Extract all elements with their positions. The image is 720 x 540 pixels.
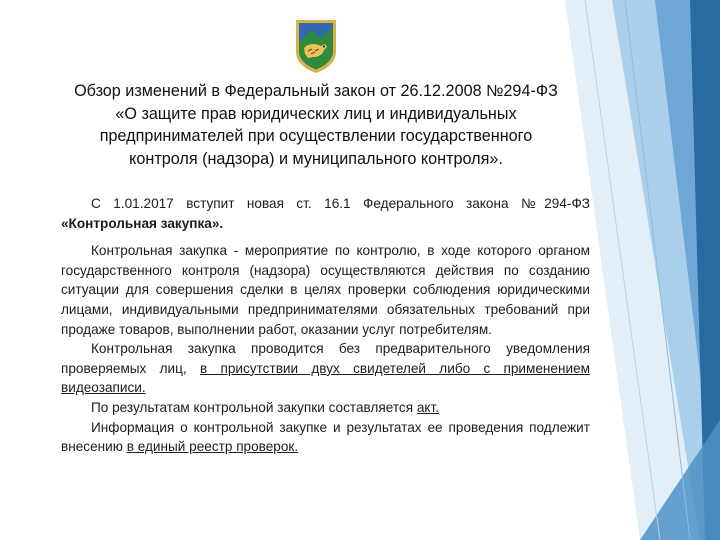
lead-text: С 1.01.2017 вступит новая ст. 16.1 Федерального закона №294-ФЗ (91, 196, 590, 211)
underlined-text: в единый реестр проверок. (126, 439, 299, 455)
paragraph-text: Контрольная закупка проводится без предварительного уведомления проверяемых лиц, (61, 341, 590, 376)
title-line: предпринимателей при осуществлении государственного (99, 127, 533, 145)
paragraph-text: По результатам контрольной закупки составляется (91, 399, 417, 415)
paragraph-conduct (61, 339, 590, 398)
lead-bold-title: «Контрольная закупка». (61, 215, 224, 231)
title-line: «О защите прав юридических лиц и индивидуальных (115, 104, 517, 123)
title-line: Обзор изменений в Федеральный закон от 26.12.2008 №294-ФЗ (74, 82, 558, 100)
paragraph-registry (61, 418, 590, 457)
lead-paragraph (61, 194, 590, 233)
paragraph-text: Информация о контрольной закупке и результатах ее проведения подлежит внесению (61, 419, 590, 455)
coat-of-arms-icon (294, 18, 338, 74)
underlined-text: акт. (416, 399, 439, 415)
underlined-text: в присутствии двух свидетелей либо с применением видеозаписи. (61, 360, 591, 396)
document-body (61, 194, 590, 457)
document-title (48, 80, 584, 170)
paragraph-definition: Контрольная закупка - мероприятие по контролю, в ходе которого органом государственного контроля (надзора) осуществляются действия по созданию ситуации для совершения сделки в целях проверки соблюдения юридическими лицами, индивидуальными предпринимателями обязательных требований при продаже товаров, выполнении работ, оказании услуг потребителям. (61, 243, 590, 337)
paragraph-act (61, 398, 590, 418)
title-line: контроля (надзора) и муниципального контроля». (129, 149, 503, 168)
